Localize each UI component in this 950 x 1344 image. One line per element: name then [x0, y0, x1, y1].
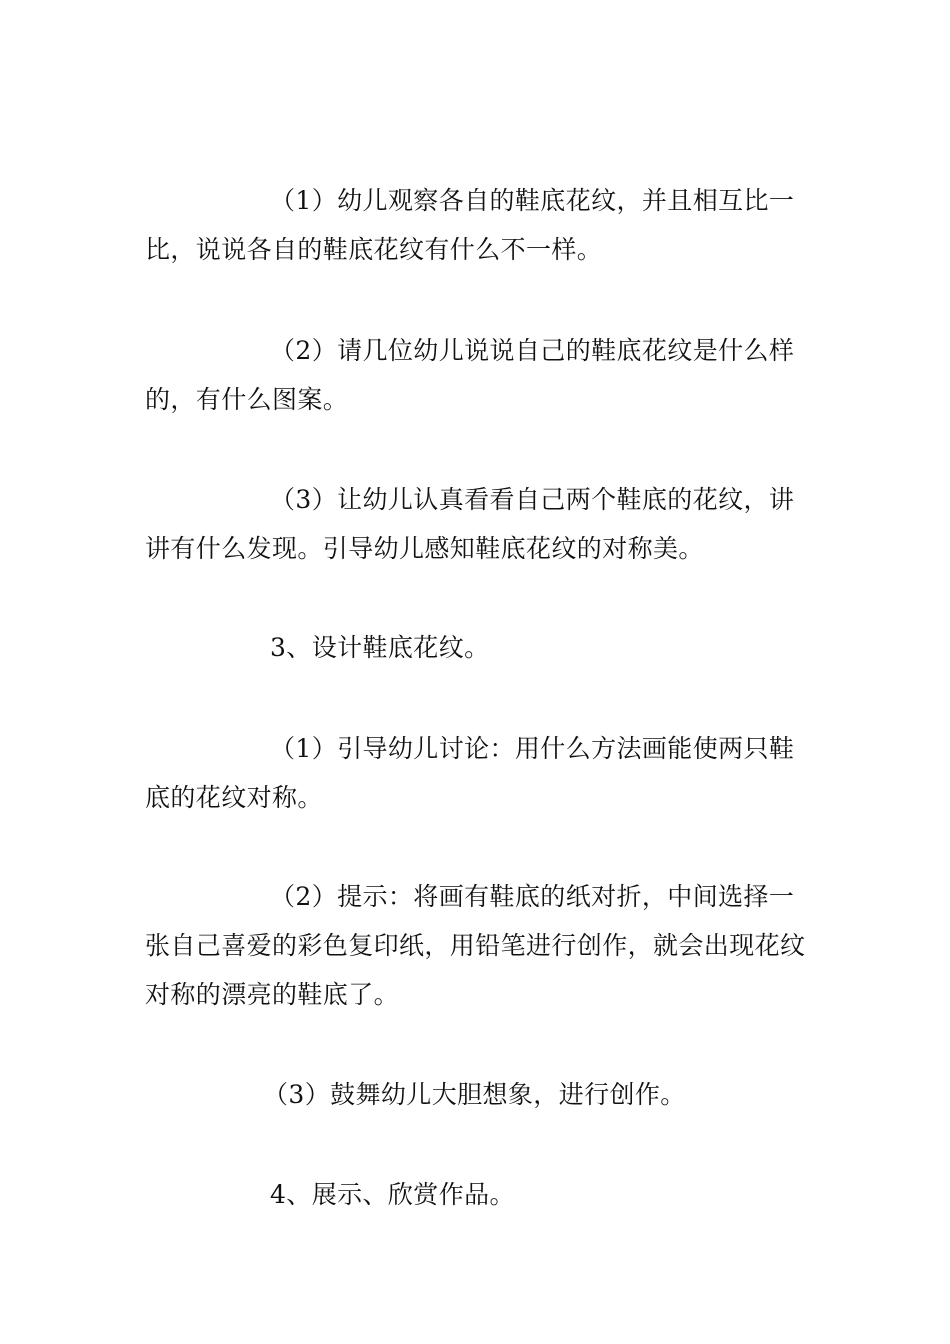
- paragraph-hint: （2）提示：将画有鞋底的纸对折，中间选择一张自己喜爱的彩色复印纸，用铅笔进行创作，就会出现花纹对称的漂亮的鞋底了。: [145, 882, 806, 1009]
- paragraph-observe-shoe-patterns: （1）幼儿观察各自的鞋底花纹，并且相互比一比，说说各自的鞋底花纹有什么不一样。: [145, 186, 795, 264]
- paragraph-symmetry: （3）让幼儿认真看看自己两个鞋底的花纹，讲讲有什么发现。引导幼儿感知鞋底花纹的对称美。: [145, 485, 795, 563]
- paragraph-encourage: （3）鼓舞幼儿大胆想象，进行创作。: [263, 1080, 686, 1109]
- paragraph-discuss-method: （1）引导幼儿讨论：用什么方法画能使两只鞋底的花纹对称。: [145, 734, 795, 812]
- section-heading-design: 3、设计鞋底花纹。: [270, 633, 490, 662]
- paragraph-describe-patterns: （2）请几位幼儿说说自己的鞋底花纹是什么样的，有什么图案。: [145, 336, 795, 414]
- section-heading-display: 4、展示、欣赏作品。: [270, 1180, 515, 1209]
